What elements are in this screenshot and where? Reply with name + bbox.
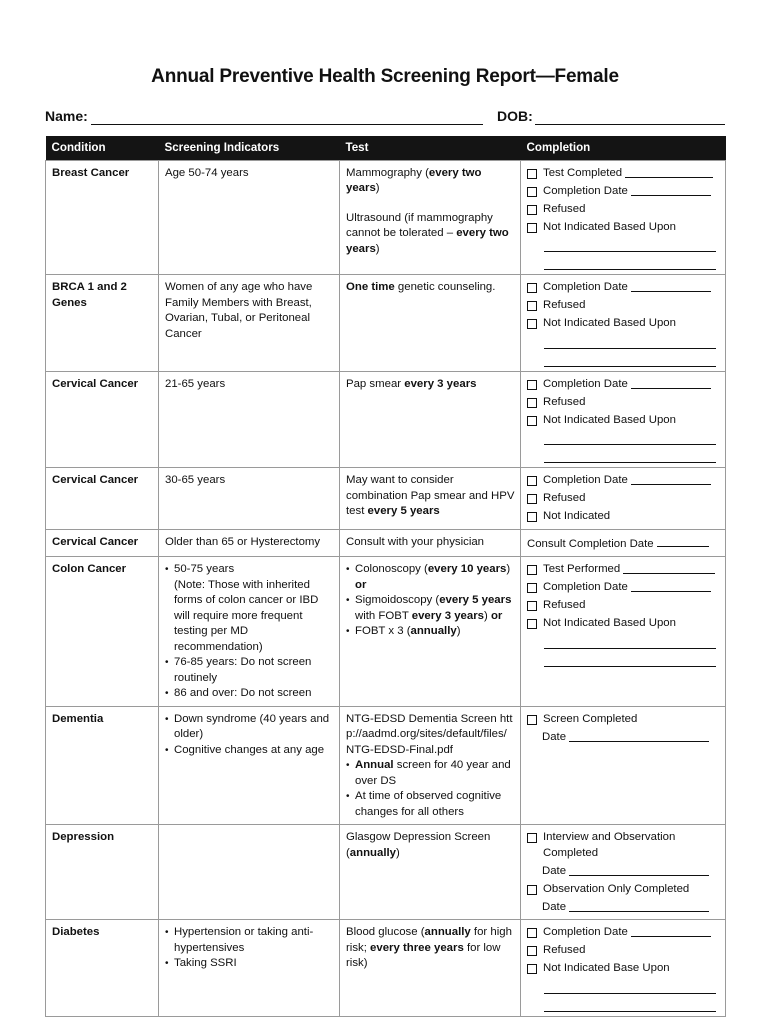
checkbox[interactable] bbox=[527, 928, 537, 938]
reason-field[interactable] bbox=[544, 240, 716, 252]
checkbox-label: Not Indicated Based Upon bbox=[543, 617, 676, 629]
date-field[interactable] bbox=[657, 535, 709, 547]
dob-field[interactable] bbox=[535, 124, 725, 125]
list-item: • Cognitive changes at any age bbox=[165, 743, 334, 759]
checkbox-label: Test Completed bbox=[543, 166, 623, 179]
reason-field[interactable] bbox=[544, 258, 716, 270]
indicator-cell bbox=[159, 825, 340, 920]
checkbox-label: Completion Date bbox=[543, 184, 628, 197]
list-item: • At time of observed cognitive changes for all others bbox=[346, 789, 515, 820]
checkbox-label: Screen Completed bbox=[543, 712, 638, 725]
date-field[interactable] bbox=[631, 184, 711, 196]
checkbox-label: Not Indicated Based Upon bbox=[543, 413, 676, 426]
checkbox[interactable] bbox=[527, 715, 537, 725]
indicator-cell bbox=[159, 920, 340, 1017]
completion-cell bbox=[521, 371, 726, 468]
list-item: • Hypertension or taking anti-hypertensives bbox=[165, 925, 334, 956]
test-cell: One time genetic counseling. bbox=[340, 275, 521, 372]
list-item: • 76-85 years: Do not screen routinely bbox=[165, 655, 334, 686]
checkbox[interactable] bbox=[527, 476, 537, 486]
checkbox-label: Observation Only Completed bbox=[543, 882, 690, 895]
table-row bbox=[46, 468, 726, 530]
date-label: Date bbox=[542, 730, 567, 743]
checkbox-label: Refused bbox=[543, 944, 586, 956]
indicator-cell: Older than 65 or Hysterectomy bbox=[159, 529, 340, 557]
checkbox-label: Refused bbox=[543, 492, 586, 504]
indicator-cell: 30-65 years bbox=[159, 468, 340, 530]
test-cell bbox=[340, 557, 521, 707]
completion-cell bbox=[521, 825, 726, 920]
test-cell: Blood glucose (annually for high risk; every three years for low risk) bbox=[340, 920, 521, 1017]
list-item: • 50-75 years (Note: Those with inherited forms of colon cancer or IBD will require more frequent testing per MD recommendation) bbox=[165, 562, 334, 655]
table-row bbox=[46, 275, 726, 372]
reason-field[interactable] bbox=[544, 637, 716, 649]
test-cell bbox=[340, 706, 521, 825]
completion-cell bbox=[521, 275, 726, 372]
checkbox-label: Not Indicated Based Upon bbox=[543, 220, 676, 233]
date-field[interactable] bbox=[631, 925, 711, 937]
checkbox[interactable] bbox=[527, 187, 537, 197]
checkbox-label: Refused bbox=[543, 202, 586, 215]
date-field[interactable] bbox=[631, 473, 711, 485]
dementia-screen-link: NTG-EDSD Dementia Screen http://aadmd.org/sites/default/files/NTG-EDSD-Final.pdf bbox=[346, 712, 513, 756]
condition-cell: Depression bbox=[46, 825, 159, 920]
condition-cell: Breast Cancer bbox=[46, 160, 159, 275]
date-field[interactable] bbox=[625, 166, 713, 178]
name-field[interactable] bbox=[91, 124, 483, 125]
checkbox[interactable] bbox=[527, 494, 537, 504]
date-label: Date bbox=[542, 864, 567, 877]
checkbox-label: Not Indicated Base Upon bbox=[543, 962, 670, 974]
condition-cell: Cervical Cancer bbox=[46, 468, 159, 530]
indicator-cell: Age 50-74 years bbox=[159, 160, 340, 275]
list-item: • Annual screen for 40 year and over DS bbox=[346, 758, 515, 789]
checkbox[interactable] bbox=[527, 512, 537, 522]
reason-field[interactable] bbox=[544, 655, 716, 667]
reason-field[interactable] bbox=[544, 451, 716, 463]
checkbox[interactable] bbox=[527, 319, 537, 329]
completion-cell bbox=[521, 706, 726, 825]
consult-date-label: Consult Completion Date bbox=[527, 537, 654, 550]
date-field[interactable] bbox=[569, 864, 709, 876]
checkbox-label: Not Indicated bbox=[543, 510, 611, 522]
checkbox[interactable] bbox=[527, 583, 537, 593]
checkbox-label: Completion Date bbox=[543, 581, 628, 593]
checkbox[interactable] bbox=[527, 301, 537, 311]
completion-cell bbox=[521, 468, 726, 530]
header-completion: Completion bbox=[521, 136, 726, 160]
checkbox-label: Completion Date bbox=[543, 474, 628, 486]
name-label: Name: bbox=[45, 108, 88, 124]
condition-cell: Diabetes bbox=[46, 920, 159, 1017]
table-row bbox=[46, 529, 726, 557]
table-header-row bbox=[46, 136, 726, 160]
reason-field[interactable] bbox=[544, 355, 716, 367]
list-item: • Taking SSRI bbox=[165, 956, 334, 972]
header-indicators: Screening Indicators bbox=[159, 136, 340, 160]
checkbox[interactable] bbox=[527, 619, 537, 629]
reason-field[interactable] bbox=[544, 337, 716, 349]
checkbox-label: Completion Date bbox=[543, 377, 628, 390]
screening-table bbox=[45, 136, 726, 1017]
checkbox[interactable] bbox=[527, 169, 537, 179]
checkbox-label: Refused bbox=[543, 395, 586, 408]
checkbox-label: Interview and Observation Completed bbox=[543, 831, 676, 859]
checkbox[interactable] bbox=[527, 380, 537, 390]
list-item: • Sigmoidoscopy (every 5 years with FOBT every 3 years) or bbox=[346, 593, 515, 624]
test-cell: Mammography (every two years) Ultrasound (if mammography cannot be tolerated – every two years) bbox=[340, 160, 521, 275]
indicator-cell: 21-65 years bbox=[159, 371, 340, 468]
test-cell: Consult with your physician bbox=[340, 529, 521, 557]
completion-cell bbox=[521, 920, 726, 1017]
checkbox-label: Test Performed bbox=[543, 563, 621, 575]
indicator-cell bbox=[159, 557, 340, 707]
date-field[interactable] bbox=[631, 580, 711, 592]
page-title: Annual Preventive Health Screening Report—Female bbox=[151, 66, 619, 87]
checkbox-label: Refused bbox=[543, 599, 586, 611]
condition-cell: Colon Cancer bbox=[46, 557, 159, 707]
dob-label: DOB: bbox=[497, 108, 533, 124]
list-item: • FOBT x 3 (annually) bbox=[346, 624, 515, 640]
table-row bbox=[46, 825, 726, 920]
header-condition: Condition bbox=[46, 136, 159, 160]
table-row bbox=[46, 920, 726, 1017]
checkbox-label: Completion Date bbox=[543, 281, 628, 293]
checkbox[interactable] bbox=[527, 565, 537, 575]
checkbox[interactable] bbox=[527, 946, 537, 956]
header-test: Test bbox=[340, 136, 521, 160]
checkbox[interactable] bbox=[527, 283, 537, 293]
checkbox[interactable] bbox=[527, 223, 537, 233]
checkbox[interactable] bbox=[527, 416, 537, 426]
checkbox[interactable] bbox=[527, 205, 537, 215]
table-row bbox=[46, 557, 726, 707]
table-row bbox=[46, 371, 726, 468]
checkbox-label: Refused bbox=[543, 299, 586, 311]
reason-field[interactable] bbox=[544, 1000, 716, 1012]
test-cell: Glasgow Depression Screen (annually) bbox=[340, 825, 521, 920]
date-field[interactable] bbox=[623, 562, 715, 574]
checkbox-label: Not Indicated Based Upon bbox=[543, 317, 676, 329]
completion-cell bbox=[521, 557, 726, 707]
test-cell: Pap smear every 3 years bbox=[340, 371, 521, 468]
list-item: • Down syndrome (40 years and older) bbox=[165, 712, 334, 743]
reason-field[interactable] bbox=[544, 433, 716, 445]
checkbox[interactable] bbox=[527, 964, 537, 974]
test-cell: May want to consider combination Pap smear and HPV test every 5 years bbox=[340, 468, 521, 530]
indicator-cell: Women of any age who have Family Members with Breast, Ovarian, Tubal, or Peritoneal Cancer bbox=[159, 275, 340, 372]
checkbox[interactable] bbox=[527, 601, 537, 611]
table-row bbox=[46, 706, 726, 825]
checkbox[interactable] bbox=[527, 398, 537, 408]
indicator-cell bbox=[159, 706, 340, 825]
date-field[interactable] bbox=[569, 900, 709, 912]
list-item: • 86 and over: Do not screen bbox=[165, 686, 334, 702]
table-row bbox=[46, 160, 726, 275]
checkbox[interactable] bbox=[527, 833, 537, 843]
date-field[interactable] bbox=[631, 377, 711, 389]
reason-field[interactable] bbox=[544, 982, 716, 994]
condition-cell: BRCA 1 and 2 Genes bbox=[46, 275, 159, 372]
list-item: • Colonoscopy (every 10 years) or bbox=[346, 562, 515, 593]
checkbox-label: Completion Date bbox=[543, 926, 628, 938]
completion-cell bbox=[521, 529, 726, 557]
date-label: Date bbox=[542, 900, 567, 913]
condition-cell: Cervical Cancer bbox=[46, 371, 159, 468]
date-field[interactable] bbox=[569, 730, 709, 742]
completion-cell bbox=[521, 160, 726, 275]
name-dob-bar bbox=[45, 108, 727, 130]
condition-cell: Cervical Cancer bbox=[46, 529, 159, 557]
condition-cell: Dementia bbox=[46, 706, 159, 825]
date-field[interactable] bbox=[631, 280, 711, 292]
checkbox[interactable] bbox=[527, 885, 537, 895]
